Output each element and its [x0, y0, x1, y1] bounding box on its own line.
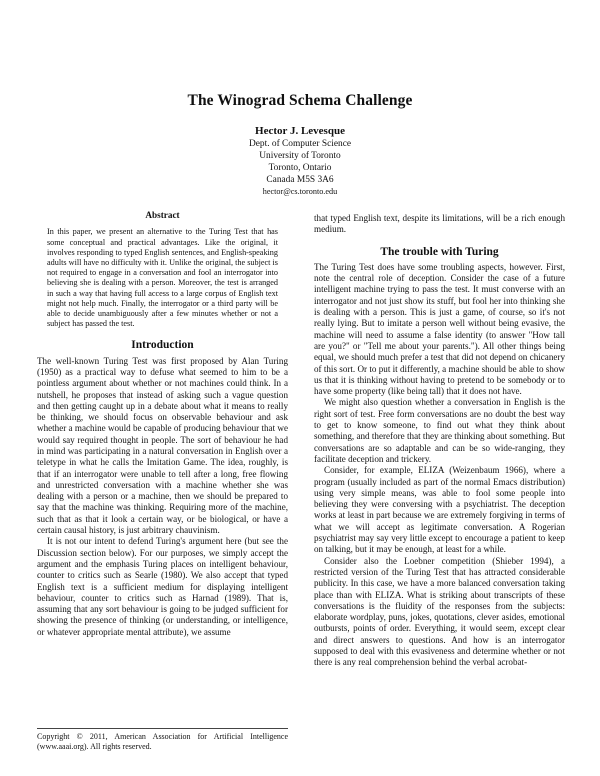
- intro-paragraph: The well-known Turing Test was first proposed by Alan Turing (1950) as a practical way to defuse what seemed to him to be a pointless argument about whether or not machines could think. In a nutshell, he proposes that instead of asking such a vague question and then getting caught up in a debate about what it means to really be thinking, we should focus on observable behaviour and ask whether a machine would be capable of producing behaviour that we would say required thought in people. The sort of behaviour he had in mind was participating in a natural conversation in English over a teletype in what he calls the Imitation Game. The idea, roughly, is that if an interrogator were unable to tell after a long, free flowing and unrestricted conversation with a machine whether she was dealing with a person or a machine, then we should be prepared to say that the machine was thinking. Requiring more of the machine, such that as that it look a certain way, or be biological, or have a certain causal history, is just arbitrary chauvinism.: [37, 355, 288, 536]
- copyright-notice: Copyright © 2011, American Association for Artificial Intelligence (www.aaai.org). All rights reserved.: [37, 728, 288, 752]
- right-column: [314, 213, 565, 669]
- affiliation-line: Toronto, Ontario: [268, 163, 332, 173]
- intro-paragraph: It is not our intent to defend Turing's argument here (but see the Discussion section below). For our purposes, we simply accept the argument and the emphasis Turing places on intelligent behaviour, counter to critics such as Searle (1980). We also accept that typed English text is a sufficient medium for displaying intelligent behaviour, counter to critics such as Harnad (1989). That is, assuming that any sort behaviour is going to be judged sufficient for showing the presence of thinking (or understanding, or intelligence, or whatever appropriate mental attribute), we assume: [37, 536, 288, 637]
- trouble-heading: The trouble with Turing: [380, 245, 499, 258]
- affiliation-line: Canada M5S 3A6: [266, 175, 334, 185]
- author-name: Hector J. Levesque: [255, 125, 345, 137]
- intro-heading: Introduction: [131, 339, 194, 352]
- affiliation-line: Dept. of Computer Science: [248, 139, 352, 149]
- paper-title: The Winograd Schema Challenge: [187, 92, 413, 109]
- trouble-paragraph: The Turing Test does have some troubling aspects, however. First, note the central role of deception. Consider the case of a future intelligent machine trying to pass the test. It must converse with an interrogator and not just show its stuff, but fool her into thinking she is dealing with a person. This is just a game, of course, so it's not really lying. But to imitate a person well without being evasive, the machine will need to assume a false identity (to answer "How tall are you?" or "Tell me about your parents."). All other things being equal, we should much prefer a test that did not depend on chicanery of this sort. Or to put it differently, a machine should be able to show us that it is thinking without having to pretend to be somebody or to have some property (like being tall) that it does not have.: [314, 261, 565, 397]
- abstract-text: In this paper, we present an alternative to the Turing Test that has some conceptual and practical advantages. Like the original, it involves responding to typed English sentences, and English-speaking adults will have no difficulty with it. Unlike the original, the subject is not required to engage in a conversation and fool an interrogator into believing she is dealing with a person. Moreover, the test is arranged in such a way that having full access to a large corpus of English text might not help much. Finally, the interrogator or a third party will be able to decide unambiguously after a few minutes whether or not a subject has passed the test.: [47, 227, 278, 329]
- trouble-paragraph: We might also question whether a conversation in English is the right sort of test. Free form conversations are no doubt the best way to get to know someone, to find out what they think about something, and therefore that they are thinking about something. But conversations are so adaptable and can be so wide-ranging, they facilitate deception and trickery.: [314, 397, 565, 464]
- trouble-paragraph: Consider also the Loebner competition (Shieber 1994), a restricted version of the Turing Test that has attracted considerable publicity. In this case, we have a more balanced conversation taking place than with ELIZA. What is striking about transcripts of these conversations is the fluidity of the responses from the subjects: elaborate wordplay, puns, jokes, quotations, clever asides, emotional outbursts, points of order. Everything, it would seem, except clear and direct answers to questions. And how is an interrogator supposed to deal with this evasiveness and determine whether or not there is any real comprehension behind the verbal acrobat-: [314, 555, 565, 668]
- author-block: [0, 124, 600, 198]
- author-email: hector@cs.toronto.edu: [262, 187, 338, 196]
- left-column: [37, 210, 288, 638]
- continued-paragraph: that typed English text, despite its limitations, will be a rich enough medium.: [314, 213, 565, 235]
- abstract-heading: Abstract: [145, 210, 180, 220]
- affiliation-line: University of Toronto: [259, 151, 341, 161]
- trouble-paragraph: Consider, for example, ELIZA (Weizenbaum 1966), where a program (usually included as part of the normal Emacs distribution) using very simple means, was able to fool some people into believing they were conversing with a psychiatrist. The deception works at least in part because we are extremely forgiving in terms of what we will accept as legitimate conversation. A Rogerian psychiatrist may say very little except to encourage a patient to keep on talking, but it may be enough, at least for a while.: [314, 465, 565, 555]
